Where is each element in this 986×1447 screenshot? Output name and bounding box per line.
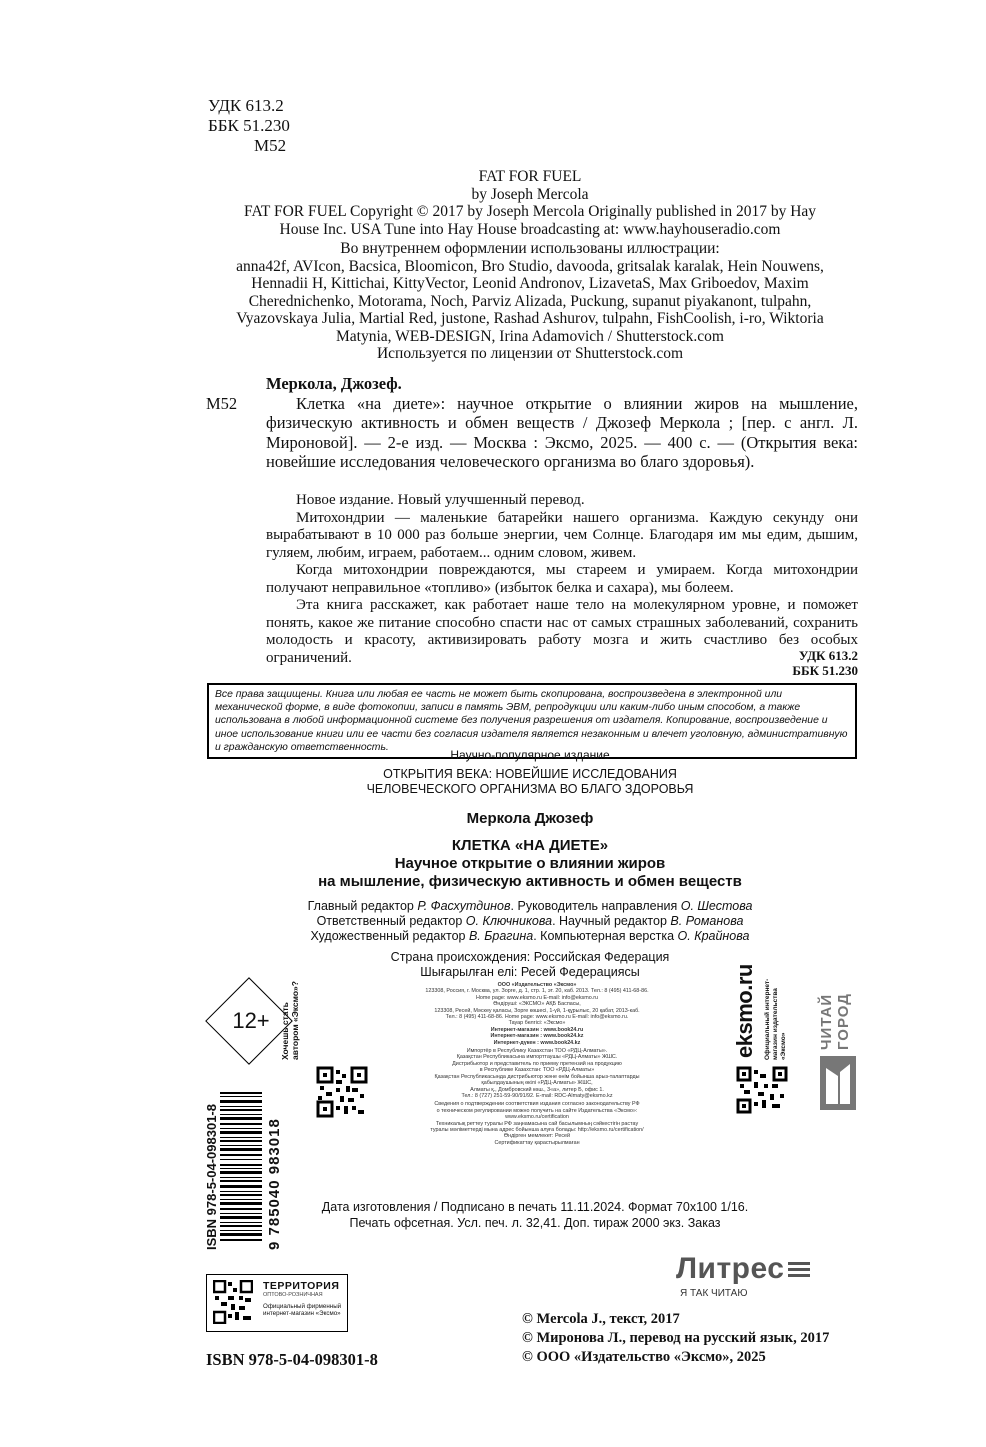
author-mark: М52 bbox=[254, 136, 287, 155]
annotation-paragraph: Эта книга расскажет, как работает наше тело на молекулярном уровне, и поможет понять, какое же питание способно спасти нас от самых страшных заболеваний, сохранить молодость и красоту, активизировать работу мозга и жить счастливо без особых ограничений. bbox=[266, 597, 858, 666]
copyright-notice: © Миронова Л., перевод на русский язык, 2017 bbox=[522, 1330, 830, 1346]
bib-author: Меркола, Джозеф. bbox=[266, 374, 402, 393]
publisher-line: о техническом регулировании можно получить на сайте Издательства «Эксмо»: bbox=[436, 1107, 638, 1114]
isbn: ISBN 978-5-04-098301-8 bbox=[206, 1350, 378, 1369]
bbk-code: ББК 51.230 bbox=[792, 663, 858, 678]
publisher-info bbox=[372, 982, 702, 1146]
eksmo-logo: eksmo.ru bbox=[732, 964, 757, 1058]
copyright-line: FAT FOR FUEL Copyright © 2017 by Joseph Mercola Originally published in 2017 by Hay bbox=[243, 203, 817, 220]
genre: Научно-популярное издание bbox=[450, 748, 610, 762]
imprint-title: КЛЕТКА «НА ДИЕТЕ» bbox=[451, 837, 609, 854]
annotation-paragraph: Митохондрии — маленькие батарейки нашего организма. Каждую секунду они вырабатывают в 10 000 раз больше энергии, чем Солнце. Благодаря им мы едим, дышим, гуляем, любим, играем, работаем... одним словом, живем. bbox=[266, 509, 858, 561]
copyright-notice: © ООО «Издательство «Эксмо», 2025 bbox=[522, 1349, 766, 1365]
publisher-line: Алматы қ., Домбровский көш., 3«а», литер Б, офис 1. bbox=[470, 1086, 604, 1093]
illustrations-line: Cherednichenko, Motorama, Noch, Parviz Alizada, Puckung, supanut piyakanont, tulpahn, bbox=[248, 292, 812, 310]
publisher-line: Қазақстан Республикасына импорттаушы «РДЦ-Алматы» ЖШС. bbox=[456, 1054, 618, 1061]
qr-code-icon[interactable] bbox=[736, 1066, 788, 1114]
chitai-gorod-text: ЧИТАЙ ГОРОД bbox=[818, 993, 852, 1050]
publisher-line: Интернет-дүкен : www.book24.kz bbox=[493, 1039, 581, 1046]
publisher-line: ООО «Издательство «Эксмо» bbox=[497, 982, 577, 988]
series-line: ОТКРЫТИЯ ВЕКА: НОВЕЙШИЕ ИССЛЕДОВАНИЯ bbox=[383, 767, 677, 781]
staff-line: Художественный редактор В. Брагина. Компьютерная верстка О. Крайнова bbox=[310, 929, 750, 943]
country-of-origin-kz: Шығарылған елі: Ресей Федерациясы bbox=[420, 965, 640, 979]
litres-logo bbox=[676, 1252, 810, 1299]
publisher-line: www.eksmo.ru/certification bbox=[505, 1114, 569, 1121]
rights-notice: Все права защищены. Книга или любая ее часть не может быть скопирована, воспроизведена в электронной или механической форме, в виде фотокопии, записи в память ЭВМ, репродукции или каким-либо иным способом, а также использована в любой информационной системе без получения разрешения от издателя. Копирование, воспроизведение и иное использование книги или ее части без согласия издателя является незаконным и влечет уголовную, административную и гражданскую ответственность. bbox=[207, 683, 857, 759]
series-line: ЧЕЛОВЕЧЕСКОГО ОРГАНИЗМА ВО БЛАГО ЗДОРОВЬЯ bbox=[366, 782, 694, 796]
publisher-line: Импортёр в Республику Казахстан ТОО «РДЦ-Алматы». bbox=[466, 1048, 608, 1055]
copyright-line: House Inc. USA Tune into Hay House broadcasting at: www.hayhouseradio.com bbox=[279, 220, 781, 238]
annotation bbox=[266, 492, 858, 667]
want-author-text: Хочешь стать автором «Эксмо»? bbox=[280, 981, 300, 1060]
staff-line: Ответственный редактор О. Ключникова. Научный редактор В. Романова bbox=[316, 914, 744, 928]
copyright-notice: © Mercola J., текст, 2017 bbox=[522, 1311, 680, 1327]
publisher-line: Өндіруші: «ЭКСМО» АҚБ Баспасы, bbox=[493, 1001, 581, 1008]
imprint-author: Меркола Джозеф bbox=[466, 810, 594, 827]
publisher-line: Тауар белгісі: «Эксмо» bbox=[508, 1020, 566, 1027]
imprint-subtitle: Научное открытие о влиянии жиров bbox=[394, 855, 666, 872]
publisher-line: Дистрибьютор и представитель по приему претензий на продукцию bbox=[452, 1060, 622, 1067]
publisher-line: Техникалық реттеу туралы РФ заңнамасына сай басылымның сәйкестігін растау bbox=[435, 1120, 639, 1127]
original-copyright-block bbox=[200, 168, 860, 363]
eksmo-sub-caption: Официальный интернет-магазин издательства «Эксмо» bbox=[764, 978, 787, 1060]
imprint-subtitle: на мышление, физическую активность и обмен веществ bbox=[318, 873, 742, 890]
litres-slogan: Я ТАК ЧИТАЮ bbox=[680, 1288, 748, 1299]
publisher-line: Интернет-магазин : www.book24.ru bbox=[490, 1026, 584, 1033]
qr-code-icon[interactable] bbox=[213, 1280, 253, 1324]
publisher-line: в Республике Казахстан: ТОО «РДЦ-Алматы» bbox=[479, 1067, 595, 1074]
barcode-digits: 9 785040 983018 bbox=[266, 1118, 283, 1250]
menu-lines-icon bbox=[788, 1260, 810, 1278]
classification-footer bbox=[760, 648, 858, 678]
staff-line: Главный редактор Р. Фасхутдинов. Руководитель направления О. Шестова bbox=[307, 899, 753, 913]
bib-description: Клетка «на диете»: научное открытие о влиянии жиров на мышление, физическую активность и обмен веществ / Джозеф Меркола ; [пер. с англ. Л. Мироновой]. — 2-е изд. — Москва : Эксмо, 2025. — 400 с. — (Открытия века: новейшие исследования человеческого организма во благо здоровья). bbox=[266, 393, 858, 471]
publisher-line: Тел.: 8 (495) 411-68-86. Home page: www.eksmo.ru E-mail: info@eksmo.ru. bbox=[445, 1014, 629, 1021]
print-info-line: Дата изготовления / Подписано в печать 11.11.2024. Формат 70x100 1/16. bbox=[321, 1200, 749, 1214]
illustrations-line: anna42f, AVIcon, Bacsica, Bloomicon, Bro Studio, davooda, gritsalak karalak, Hein Nouwens, bbox=[236, 257, 824, 275]
udk-code: УДК 613.2 bbox=[798, 648, 858, 663]
print-info bbox=[300, 1199, 770, 1231]
imprint bbox=[200, 748, 860, 980]
publisher-line: Тел.: 8 (727) 251-59-90/91/92. E-mail: RDC-Almaty@eksmo.kz bbox=[461, 1092, 613, 1099]
classification-header bbox=[208, 96, 290, 156]
publisher-line: туралы мәліметтерді мына адрес бойынша алуға болады: http://eksmo.ru/certification/ bbox=[430, 1126, 644, 1133]
staff-list bbox=[200, 899, 860, 944]
territory-sub: ОПТОВО-РОЗНИЧНАЯ bbox=[263, 1292, 323, 1298]
publisher-line: Сведения о подтверждении соответствия издания согласно законодательству РФ bbox=[434, 1101, 640, 1108]
illustrations-line: Hennadii H, Kittichai, KittyVector, Leonid Andronov, LizavetaS, Max Griboedov, Maxim bbox=[251, 275, 809, 292]
publisher-line: Сертификаттау қарастырылмаған bbox=[494, 1139, 580, 1146]
territory-title: ТЕРРИТОРИЯ bbox=[263, 1280, 340, 1292]
publisher-line: Home page: www.eksmo.ru E-mail: info@eksmo.ru bbox=[475, 994, 598, 1001]
publisher-line: 123308, Россия, г. Москва, ул. Зорге, д. 1, стр. 1, эт. 20, каб. 2013. Тел.: 8 (495) 411-68-86. bbox=[425, 988, 649, 995]
qr-code-icon[interactable] bbox=[316, 1066, 368, 1118]
copyright-notices bbox=[522, 1310, 829, 1367]
publisher-line: Қазақстан Республикасында дистрибьютор және өнім бойынша арыз-талаптарды bbox=[434, 1073, 640, 1080]
print-info-line: Печать офсетная. Усл. печ. л. 32,41. Доп. тираж 2000 экз. Заказ bbox=[349, 1216, 721, 1230]
udk-code: УДК 613.2 bbox=[208, 96, 284, 115]
annotation-paragraph: Новое издание. Новый улучшенный перевод. bbox=[296, 492, 585, 508]
bib-entry bbox=[266, 374, 858, 472]
publisher-line: Интернет-магазин : www.book24.kz bbox=[490, 1033, 584, 1040]
bib-mark: М52 bbox=[206, 394, 238, 413]
country-of-origin: Страна происхождения: Российская Федерация bbox=[390, 950, 670, 964]
territory-caption: Официальный фирменный интернет-магазин «Эксмо» bbox=[263, 1303, 342, 1318]
illustrations-line: Vyazovskaya Julia, Martial Red, justone, Rashad Ashurov, tulpahn, FishCoolish, i-ro, Wiktoria bbox=[236, 310, 824, 327]
original-title: FAT FOR FUEL bbox=[478, 168, 582, 185]
territory-badge bbox=[206, 1274, 348, 1332]
annotation-paragraph: Когда митохондрии повреждаются, мы стареем и умираем. Когда митохондрии получают неправильное «топливо» (избыток белка и сахара), мы болеем. bbox=[266, 562, 858, 596]
publisher-line: 123308, Ресей, Мәскеу қаласы, Зорге көшесі, 1-үй, 1-құрылыс, 20 қабат, 2013-каб. bbox=[434, 1007, 640, 1014]
chitai-gorod-logo-icon bbox=[818, 1054, 858, 1112]
bbk-code: ББК 51.230 bbox=[208, 116, 290, 135]
illustrations-line: Во внутреннем оформлении использованы иллюстрации: bbox=[340, 240, 720, 257]
litres-name: Литрес bbox=[676, 1252, 785, 1285]
illustrations-line: Используется по лицензии от Shutterstock.com bbox=[376, 345, 684, 362]
publisher-line: қабылдаушының өкілі «РДЦ-Алматы» ЖШС, bbox=[481, 1080, 593, 1087]
publisher-line: Өндірген мемлекет: Ресей bbox=[503, 1133, 571, 1140]
illustrations-line: Matynia, WEB-DESIGN, Irina Adamovich / Shutterstock.com bbox=[335, 327, 724, 345]
isbn-vertical: ISBN 978-5-04-098301-8 bbox=[204, 1104, 219, 1250]
age-rating: 12+ bbox=[232, 1008, 270, 1033]
original-author: by Joseph Mercola bbox=[471, 185, 589, 203]
